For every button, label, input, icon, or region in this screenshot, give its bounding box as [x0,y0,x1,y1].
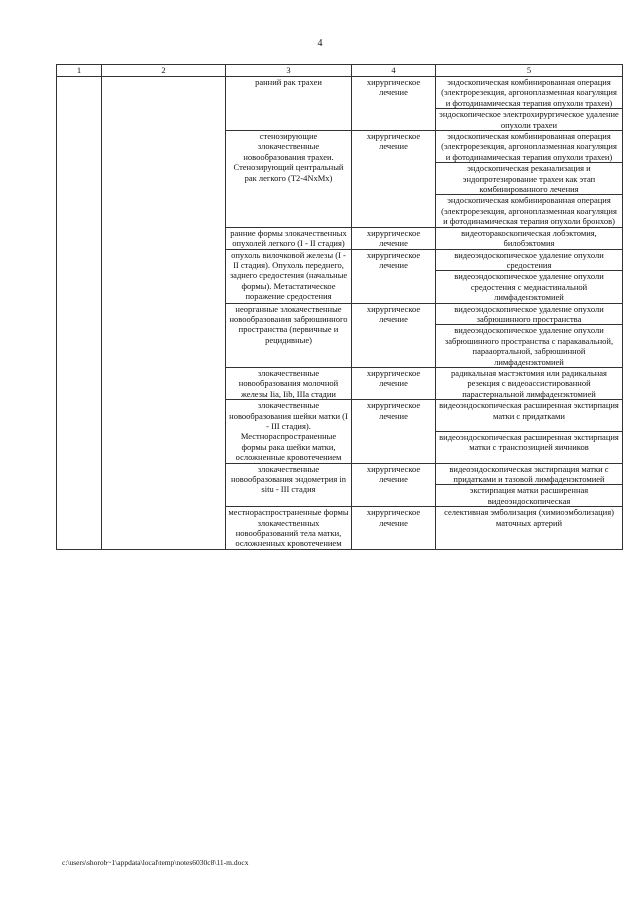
method-cell: видеоэндоскопическая экстирпация матки с придатками и тазовой лимфаденэктомией [436,463,623,485]
treatment-cell: хирургическое лечение [352,249,436,303]
column-header-1: 1 [57,65,102,77]
procedures-table [56,64,623,550]
empty-cell-col2 [102,77,226,550]
treatment-cell: хирургическое лечение [352,400,436,463]
condition-cell: стенозирующие злокачественные новообразования трахеи. Стенозирующий центральный рак легкого (T2-4NxMx) [226,131,352,228]
method-cell: видеоэндоскопическое удаление опухоли забрюшинного пространства с паракавальной, парааортальной, забрюшинной лимфаденэктомией [436,325,623,368]
method-cell: видеоэндоскопическое удаление опухоли средостения [436,249,623,271]
empty-cell-col1 [57,77,102,550]
treatment-cell: хирургическое лечение [352,227,436,249]
column-header-2: 2 [102,65,226,77]
method-cell: эндоскопическая комбинированная операция (электрорезекция, аргоноплазменная коагуляция и фотодинамическая терапия опухоли трахеи) [436,131,623,163]
page-number: 4 [317,38,323,49]
table-header-row [57,65,623,77]
method-cell: селективная эмболизация (химиоэмболизация) маточных артерий [436,507,623,550]
method-cell: эндоскопическая реканализация и эндопротезирование трахеи как этап комбинированного лечения [436,163,623,195]
method-cell: экстирпация матки расширенная видеоэндоскопическая [436,485,623,507]
column-header-5: 5 [436,65,623,77]
condition-cell: злокачественные новообразования эндометрия in situ - III стадия [226,463,352,507]
method-cell: эндоскопическая комбинированная операция (электрорезекция, аргоноплазменная коагуляция и фотодинамическая терапия опухоли бронхов) [436,195,623,227]
condition-cell: неорганные злокачественные новообразования забрюшинного пространства (первичные и рецидивные) [226,303,352,367]
condition-cell: ранние формы злокачественных опухолей легкого (I - II стадия) [226,227,352,249]
treatment-cell: хирургическое лечение [352,303,436,367]
treatment-cell: хирургическое лечение [352,131,436,228]
treatment-cell: хирургическое лечение [352,367,436,399]
method-cell: видеоторакоскопическая лобэктомия, билобэктомия [436,227,623,249]
treatment-cell: хирургическое лечение [352,507,436,550]
method-cell: видеоэндоскопическая расширенная экстирпация матки с придатками [436,400,623,432]
method-cell: радикальная мастэктомия или радикальная резекция с видеоассистированной парастернальной лимфаденэктомией [436,367,623,399]
condition-cell: злокачественные новообразования молочной железы Iia, Iib, IIIa стадии [226,367,352,399]
method-cell: эндоскопическое электрохирургическое удаление опухоли трахеи [436,109,623,131]
file-path-footer: c:\users\shorob~1\appdata\local\temp\notes6030c8\11-m.docx [62,858,249,867]
treatment-cell: хирургическое лечение [352,77,436,131]
column-header-4: 4 [352,65,436,77]
treatment-cell: хирургическое лечение [352,463,436,507]
method-cell: видеоэндоскопическое удаление опухоли средостения с медиастинальной лимфаденэктомией [436,271,623,303]
condition-cell: ранний рак трахеи [226,77,352,131]
condition-cell: злокачественные новообразования шейки матки (I - III стадия). Местнораспространенные формы рака шейки матки, осложненные кровотечением [226,400,352,463]
method-cell: видеоэндоскопическое удаление опухоли забрюшинного пространства [436,303,623,325]
method-cell: видеоэндоскопическая расширенная экстирпация матки с транспозицией яичников [436,431,623,463]
column-header-3: 3 [226,65,352,77]
condition-cell: опухоль вилочковой железы (I - II стадия). Опухоль переднего, заднего средостения (начальные формы). Метастатическое поражение средостения [226,249,352,303]
method-cell: эндоскопическая комбинированная операция (электрорезекция, аргоноплазменная коагуляция и фотодинамическая терапия опухоли трахеи) [436,77,623,109]
condition-cell: местнораспространенные формы злокачественных новообразований тела матки, осложненных кровотечением [226,507,352,550]
table-row [57,77,623,109]
